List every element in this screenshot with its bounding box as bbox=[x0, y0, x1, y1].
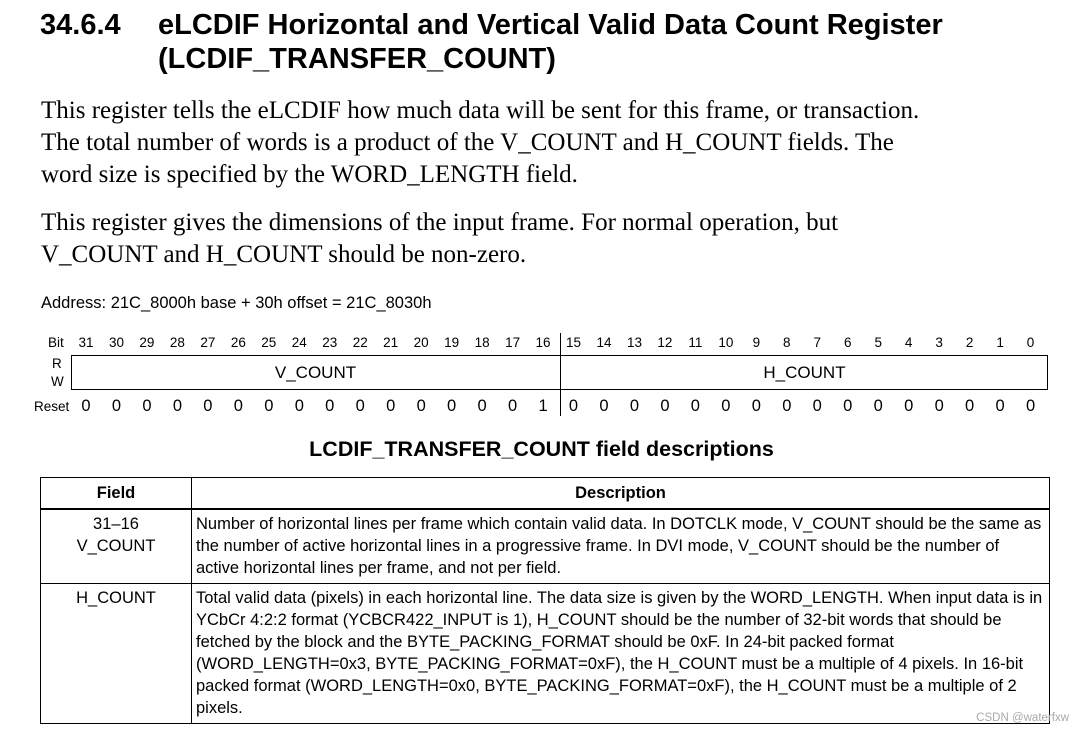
reset-value: 0 bbox=[294, 397, 304, 415]
description-column-header: Description bbox=[192, 478, 1050, 510]
reset-value: 0 bbox=[843, 397, 853, 415]
write-label: W bbox=[51, 374, 64, 389]
bit-number: 22 bbox=[352, 335, 368, 350]
field-description: Number of horizontal lines per frame which contain valid data. In DOTCLK mode, V_COUNT should be the same as the number of active horizontal lines in a progressive frame. In DVI mode, V_COUNT should be the number of active horizontal lines per frame, and not per field. bbox=[192, 509, 1050, 584]
bit-number: 16 bbox=[535, 335, 551, 350]
bit-number: 14 bbox=[596, 335, 612, 350]
reset-value: 1 bbox=[538, 397, 548, 415]
bit-number: 11 bbox=[688, 335, 703, 350]
bit-number: 19 bbox=[444, 335, 460, 350]
bit-number: 0 bbox=[1026, 335, 1035, 350]
table-row bbox=[41, 509, 1050, 584]
section-title: eLCDIF Horizontal and Vertical Valid Data Count Register (LCDIF_TRANSFER_COUNT) bbox=[158, 9, 943, 75]
reset-value: 0 bbox=[355, 397, 365, 415]
bit-number: 3 bbox=[935, 335, 943, 350]
field-table-title: LCDIF_TRANSFER_COUNT field descriptions bbox=[309, 437, 774, 461]
bit-number: 2 bbox=[965, 335, 974, 350]
register-field-v-count: V_COUNT bbox=[274, 363, 357, 382]
bit-number: 13 bbox=[626, 335, 642, 350]
bit-number: 30 bbox=[108, 335, 124, 350]
reset-value: 0 bbox=[386, 397, 396, 415]
section-number: 34.6.4 bbox=[40, 9, 121, 41]
reset-value: 0 bbox=[782, 397, 792, 415]
field-cell bbox=[41, 584, 192, 724]
field-name: V_COUNT bbox=[76, 537, 156, 555]
reset-value: 0 bbox=[751, 397, 761, 415]
reset-value: 0 bbox=[477, 397, 487, 415]
reset-value: 0 bbox=[599, 397, 609, 415]
table-row bbox=[41, 584, 1050, 724]
dimensions-paragraph: This register gives the dimensions of the input frame. For normal operation, but V_COUNT and H_COUNT should be non-zero. bbox=[41, 209, 839, 268]
reset-value: 0 bbox=[660, 397, 670, 415]
bit-row-label: Bit bbox=[48, 335, 64, 350]
field-column-header: Field bbox=[41, 478, 192, 510]
table-header-row bbox=[41, 478, 1050, 510]
reset-value: 0 bbox=[142, 397, 152, 415]
reset-value: 0 bbox=[904, 397, 914, 415]
bit-number: 10 bbox=[718, 335, 734, 350]
bit-number: 25 bbox=[261, 335, 277, 350]
bit-number: 17 bbox=[505, 335, 521, 350]
bit-number: 20 bbox=[413, 335, 429, 350]
bit-number: 8 bbox=[783, 335, 791, 350]
bit-number: 28 bbox=[169, 335, 185, 350]
reset-value: 0 bbox=[81, 397, 91, 415]
reset-value: 0 bbox=[233, 397, 243, 415]
reset-value: 0 bbox=[172, 397, 182, 415]
reset-value: 0 bbox=[568, 397, 579, 415]
watermark: CSDN @waterfxw bbox=[976, 712, 1069, 724]
bit-number: 27 bbox=[200, 335, 216, 350]
field-description-table bbox=[40, 477, 1050, 724]
read-label: R bbox=[52, 356, 62, 371]
bit-number: 24 bbox=[291, 335, 307, 350]
bit-number: 9 bbox=[752, 335, 761, 350]
reset-value: 0 bbox=[690, 397, 700, 415]
reset-value: 0 bbox=[416, 397, 426, 415]
bit-number: 5 bbox=[874, 335, 882, 350]
reset-value: 0 bbox=[995, 397, 1005, 415]
reset-value: 0 bbox=[447, 397, 457, 415]
bit-number: 23 bbox=[322, 335, 338, 350]
reset-value: 0 bbox=[721, 397, 731, 415]
register-field-h-count: H_COUNT bbox=[763, 363, 846, 382]
bit-number: 21 bbox=[383, 335, 399, 350]
bit-number: 18 bbox=[474, 335, 490, 350]
reset-value: 0 bbox=[264, 397, 274, 415]
reset-value: 0 bbox=[812, 397, 822, 415]
reset-value: 0 bbox=[507, 397, 518, 415]
reset-row-label: Reset bbox=[34, 399, 70, 414]
bit-number: 12 bbox=[657, 335, 673, 350]
reset-value: 0 bbox=[203, 397, 213, 415]
bit-number: 26 bbox=[230, 335, 246, 350]
bit-number: 4 bbox=[904, 335, 913, 350]
field-cell bbox=[41, 509, 192, 584]
register-address: Address: 21C_8000h base + 30h offset = 21C_8030h bbox=[41, 294, 432, 312]
reset-value: 0 bbox=[325, 397, 335, 415]
field-description: Total valid data (pixels) in each horizontal line. The data size is given by the WORD_LENGTH. When input data is in YCbCr 4:2:2 format (YCBCR422_INPUT is 1), H_COUNT should be the number of 32-bit words that should be fetched by the block and the BYTE_PACKING_FORMAT should be 0xF. In 24-bit packed format (WORD_LENGTH=0x3, BYTE_PACKING_FORMAT=0xF), the H_COUNT must be a multiple of 4 pixels. In 16-bit packed format (WORD_LENGTH=0x0, BYTE_PACKING_FORMAT=0xF), the H_COUNT must be a multiple of 2 pixels. bbox=[192, 584, 1050, 724]
reset-value: 0 bbox=[111, 397, 122, 415]
bit-number: 6 bbox=[843, 335, 852, 350]
bit-number: 1 bbox=[996, 335, 1004, 350]
bit-number: 31 bbox=[78, 335, 94, 350]
field-bit-range: 31–16 bbox=[93, 515, 139, 533]
bit-number: 7 bbox=[813, 335, 822, 350]
bit-number: 29 bbox=[139, 335, 155, 350]
reset-value: 0 bbox=[873, 397, 883, 415]
reset-value: 0 bbox=[629, 397, 640, 415]
intro-paragraph: This register tells the eLCDIF how much data will be sent for this frame, or transaction. The total number of words is a product of the V_COUNT and H_COUNT fields. The word size is specified by the WORD_LENGTH field. bbox=[41, 97, 920, 188]
bit-number: 15 bbox=[566, 335, 582, 350]
field-name: H_COUNT bbox=[76, 589, 156, 607]
reset-value: 0 bbox=[965, 397, 975, 415]
reset-value: 0 bbox=[1025, 397, 1036, 415]
reset-value: 0 bbox=[934, 397, 944, 415]
